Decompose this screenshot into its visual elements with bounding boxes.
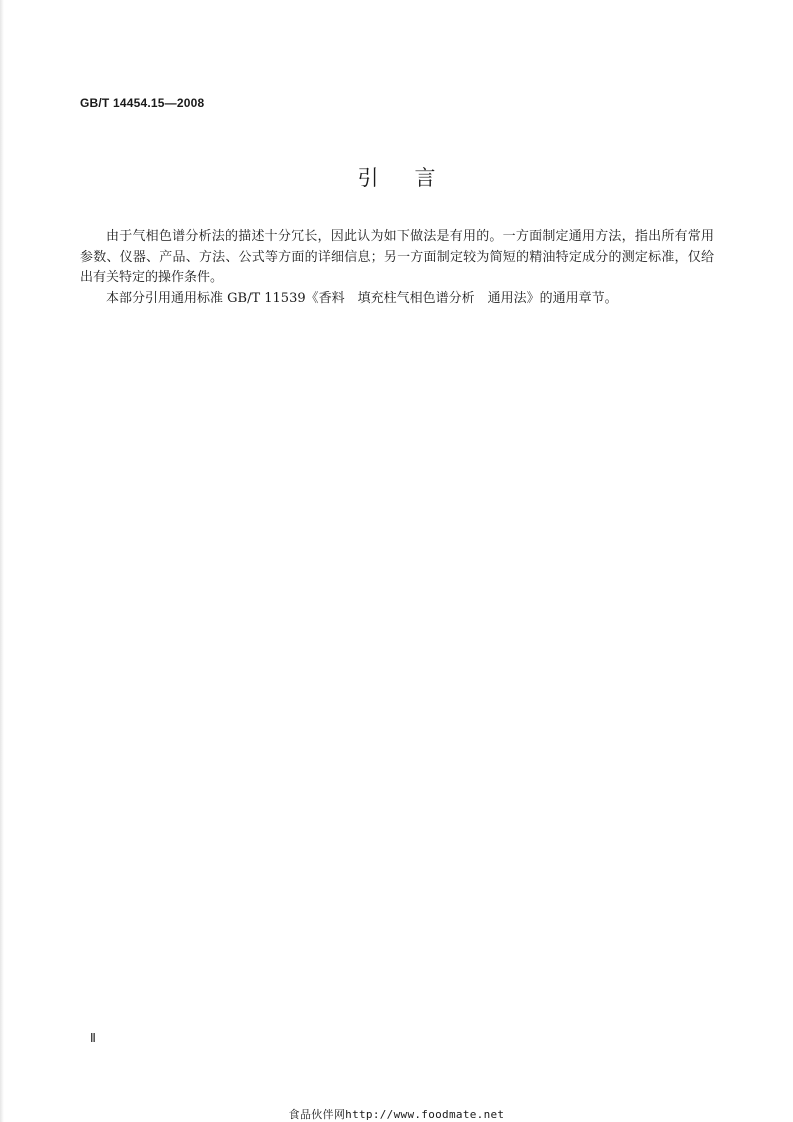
- page-number: Ⅱ: [90, 1031, 96, 1045]
- paragraph-2: 本部分引用通用标准 GB/T 11539《香料 填充柱气相色谱分析 通用法》的通用章节。: [106, 290, 618, 306]
- body-text: [80, 227, 714, 309]
- section-title: 引言: [357, 166, 472, 190]
- standard-number: GB/T 14454.15—2008: [80, 96, 205, 110]
- footer-watermark: 食品伙伴网http://www.foodmate.net: [288, 1108, 505, 1121]
- paragraph-1: 由于气相色谱分析法的描述十分冗长，因此认为如下做法是有用的。一方面制定通用方法，指出所有常用参数、仪器、产品、方法、公式等方面的详细信息；另一方面制定较为简短的精油特定成分的测定标准，仅给出有关特定的操作条件。: [80, 229, 714, 285]
